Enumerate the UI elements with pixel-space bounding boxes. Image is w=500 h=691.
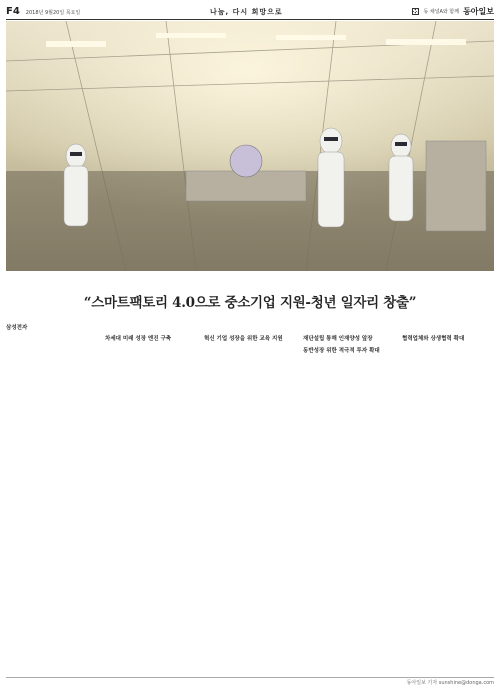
footer-credit: 동아일보 기자 sunshine@donga.com	[406, 680, 494, 686]
article-body	[6, 330, 494, 674]
subhead-col5: 동반성장 위한 적극적 투자 확대	[303, 348, 380, 354]
factory-photo	[6, 21, 494, 271]
subhead-col2: 차세대 미래 성장 엔진 구축	[105, 336, 172, 342]
newspaper-name: 동아일보	[463, 7, 494, 16]
footer	[6, 677, 494, 687]
partner-line: 동 채널A와 함께	[423, 9, 460, 15]
subhead-col3: 혁신 기업 성장을 위한 교육 지원	[204, 336, 283, 342]
masthead	[6, 4, 494, 20]
page-number: F4	[6, 6, 20, 17]
masthead-right	[412, 6, 494, 17]
qr-code-icon	[412, 8, 419, 15]
column-3	[204, 330, 294, 674]
subhead-col4: 재단설립 통해 인재양성 앞장	[303, 336, 373, 342]
column-2	[105, 330, 195, 674]
issue-date: 2018년 9월20일 목요일	[25, 10, 81, 16]
column-4	[303, 330, 393, 674]
byline: 삼성전자	[6, 325, 28, 331]
masthead-left	[6, 6, 80, 17]
headline: “스마트팩토리 4.0으로 중소기업 지원-청년 일자리 창출”	[83, 295, 417, 311]
column-5	[402, 330, 492, 674]
subhead-col6: 협력업체와 상생협력 확대	[402, 336, 465, 342]
photo-caption	[6, 273, 494, 287]
section-title: 나눔, 다시 희망으로	[210, 7, 283, 16]
column-1	[6, 330, 96, 674]
